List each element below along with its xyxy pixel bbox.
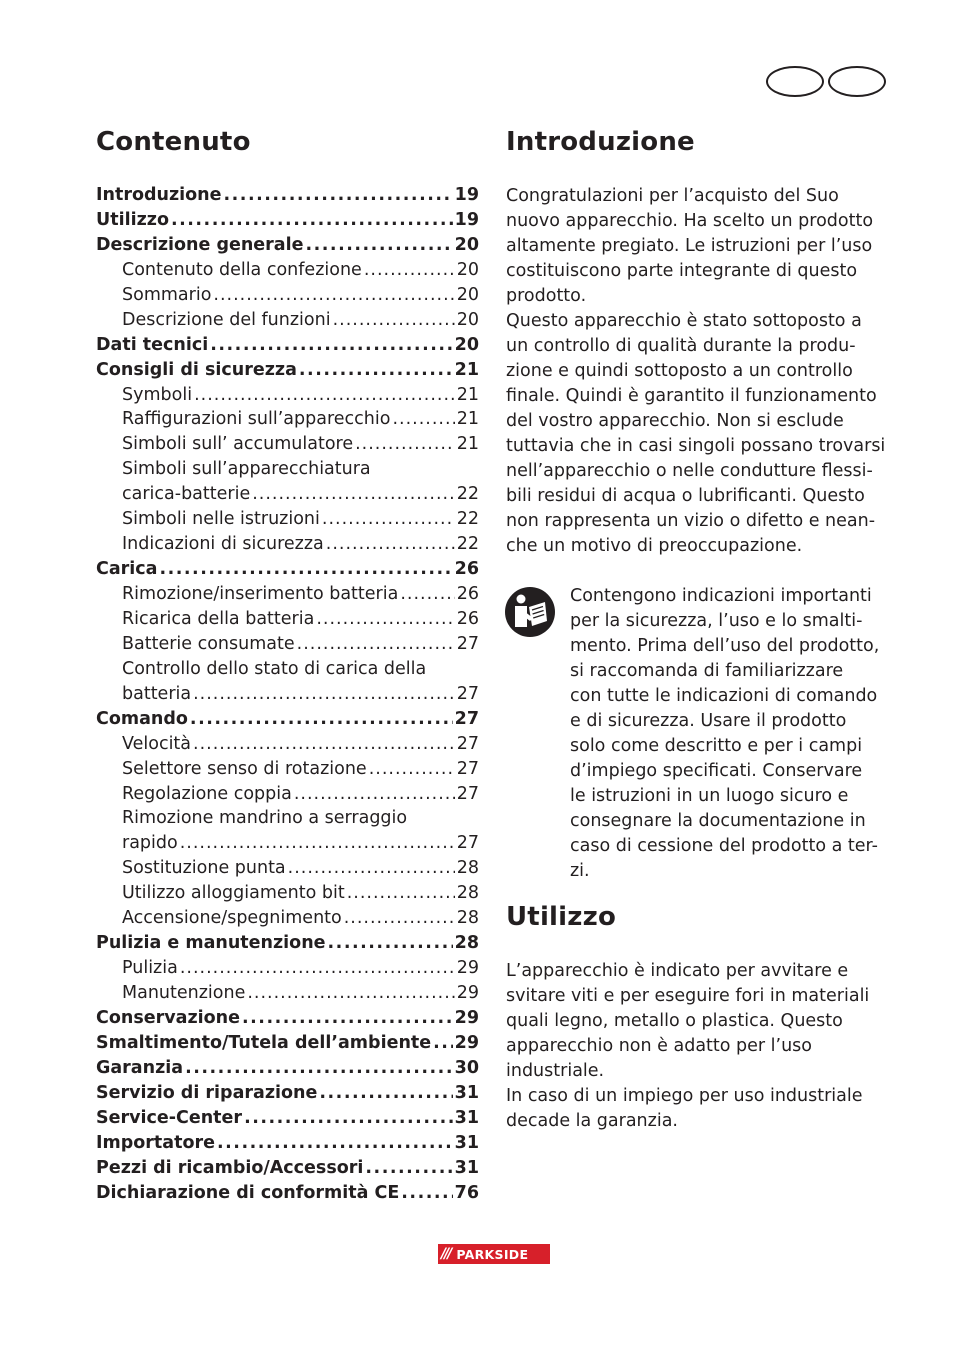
toc-entry-label: Comando [96,708,188,729]
toc-entry-sub [96,532,479,557]
usage-paragraph: L’apparecchio è indicato per avvitare e svitare viti e per eseguire fori in materiali quali legno, metallo o plastica. Questo apparecchio non è adatto per l’uso industriale. In caso di un impiego per uso industriale decade la garanzia. [506,961,870,1131]
toc-entry-label: rapido [122,833,178,854]
toc-entry-main [96,1081,479,1106]
toc-entry-main [96,707,479,732]
toc-entry-page: 27 [454,708,479,729]
toc-leader-dots [401,1181,452,1206]
toc-entry-page: 29 [454,1032,479,1053]
toc-leader-dots [185,1056,453,1081]
toc-leader-dots [159,557,452,582]
toc-leader-dots [193,732,455,757]
toc-entry-sub [96,308,479,333]
toc-entry-main [96,208,479,233]
toc-leader-dots [288,856,455,881]
toc-leader-dots [247,981,454,1006]
toc-leader-dots [299,358,453,383]
toc-entry-label: Pulizia [122,958,178,979]
toc-entry-sub [96,981,479,1006]
toc-leader-dots [316,607,454,632]
toc-entry-main [96,1181,479,1206]
toc-leader-dots [213,283,454,308]
toc-entry-page: 26 [456,584,479,604]
toc-entry-page: 22 [456,509,479,530]
language-oval-left [766,66,824,97]
table-of-contents [96,183,479,1205]
toc-entry-sub [96,757,479,782]
toc-leader-dots [297,632,455,657]
toc-entry-label: Smaltimento/Tutela dell’ambiente [96,1032,432,1053]
safety-note: Contengono indicazioni importanti per la sicurezza, l’uso e lo smalti- mento. Prima dell’uso del prodotto, si raccomanda di familiarizzare con tutte le indicazioni di comando e di sicurezza. Usare il prodotto solo come descritto e per i campi d’impiego specificati. Conservare le istruzioni in un luogo sicuro e consegnare la documentazione in caso di cessione del prodotto a ter- zi. [570,586,880,881]
toc-leader-dots [322,507,455,532]
toc-leader-dots [180,956,455,981]
language-oval-right [828,66,886,97]
toc-entry-sub [96,507,479,532]
toc-entry-label: Carica [96,559,158,580]
toc-entry-page: 31 [454,1107,479,1128]
toc-entry-page: 19 [454,209,479,230]
toc-leader-dots [328,931,453,956]
toc-leader-dots [392,407,454,432]
toc-leader-dots [193,682,455,707]
toc-leader-dots [319,1081,452,1106]
toc-entry-page: 21 [456,434,479,455]
language-tab [766,66,890,100]
toc-entry-main [96,557,479,582]
toc-entry-sub [96,782,479,807]
toc-entry-page: 27 [456,783,479,804]
toc-entry-label: Controllo dello stato di carica della [122,658,427,679]
toc-entry-sub [96,632,479,657]
toc-leader-dots [190,707,453,732]
toc-entry-page: 27 [456,833,479,854]
toc-leader-dots [333,308,455,333]
toc-entry-page: 31 [454,1157,479,1178]
toc-entry-sub [96,432,479,457]
toc-entry-main [96,183,479,208]
toc-leader-dots [344,906,455,931]
toc-entry-label: Introduzione [96,185,222,205]
toc-leader-dots [252,482,455,507]
toc-leader-dots [355,432,455,457]
toc-leader-dots [171,208,453,233]
toc-entry-page: 19 [454,185,479,205]
toc-leader-dots [217,1131,453,1156]
toc-entry-label: Dichiarazione di conformità CE [96,1182,400,1203]
toc-entry-sub [96,856,479,881]
toc-entry-sub [96,482,479,507]
toc-entry-label: Pulizia e manutenzione [96,933,326,954]
toc-entry-main [96,1056,479,1081]
toc-entry-label: Contenuto della confezione [122,259,362,280]
toc-entry-label: Importatore [96,1132,215,1153]
toc-entry-label: Indicazioni di sicurezza [122,534,324,555]
logo-brand-text: PARKSIDE [456,1246,529,1262]
toc-entry-page: 21 [454,359,479,380]
parkside-logo [438,1244,550,1264]
toc-entry-main [96,1006,479,1031]
toc-entry-label: Consigli di sicurezza [96,359,297,380]
toc-entry-page: 20 [456,309,479,330]
toc-entry-label: Utilizzo [96,209,169,230]
toc-entry-sub [96,407,479,432]
toc-entry-main [96,358,479,383]
toc-entry-page: 29 [456,983,479,1003]
toc-entry-page: 29 [454,1007,479,1028]
toc-entry-label: carica-batterie [122,484,251,505]
toc-entry-sub [96,283,479,308]
toc-entry-page: 31 [454,1082,479,1103]
toc-entry-page: 28 [456,858,479,879]
toc-entry-sub [96,258,479,283]
toc-leader-dots [369,757,455,782]
toc-leader-dots [347,881,455,906]
toc-entry-page: 28 [456,908,479,929]
toc-leader-dots [400,582,454,607]
toc-leader-dots [305,233,452,258]
toc-entry-label: Ricarica della batteria [122,608,315,629]
toc-entry-label: Simboli sull’ accumulatore [122,434,354,455]
toc-entry-sub [96,956,479,981]
toc-leader-dots [194,383,455,408]
toc-entry-page: 21 [456,384,479,405]
toc-entry-label: Garanzia [96,1057,184,1078]
usage-title: Utilizzo [506,902,617,932]
toc-entry-page: 22 [456,534,479,555]
toc-entry-label: Velocità [122,733,192,754]
toc-entry-label: Sommario [122,284,212,305]
toc-entry-page: 20 [456,284,479,305]
toc-entry-label: Batterie consumate [122,633,295,654]
toc-entry-main [96,1156,479,1181]
toc-entry-label: Utilizzo alloggiamento bit [122,883,345,904]
toc-entry-page: 20 [454,234,479,255]
toc-entry-label: Manutenzione [122,983,246,1003]
toc-leader-dots [210,333,452,358]
toc-entry-label: Service-Center [96,1107,243,1128]
toc-leader-dots [294,782,455,807]
toc-entry-label: batteria [122,683,192,704]
toc-entry-page: 27 [456,733,479,754]
toc-entry-sub [96,582,479,607]
toc-entry-label: Descrizione generale [96,234,304,255]
toc-entry-page: 76 [454,1182,479,1203]
toc-entry-sub [96,881,479,906]
toc-entry-sub [96,682,479,707]
toc-entry-label: Simboli nelle istruzioni [122,509,320,530]
toc-entry-page: 20 [456,259,479,280]
toc-entry-label: Rimozione mandrino a serraggio [122,808,408,829]
toc-leader-dots [224,183,453,208]
toc-entry-sub [96,732,479,757]
toc-entry-label: Servizio di riparazione [96,1082,318,1103]
toc-entry-page: 29 [456,958,479,979]
toc-leader-dots [242,1006,453,1031]
toc-entry-page: 28 [454,933,479,954]
toc-entry-label: Pezzi di ricambio/Accessori [96,1157,364,1178]
toc-entry-main [96,1031,479,1056]
toc-entry-label: Accensione/spegnimento [122,908,342,929]
toc-entry-sub [96,806,479,831]
toc-leader-dots [433,1031,453,1056]
toc-entry-page: 20 [454,334,479,355]
toc-entry-main [96,233,479,258]
toc-entry-label: Rimozione/inserimento batteria [122,584,399,604]
logo-stripes: /// [441,1246,451,1262]
toc-entry-label: Selettore senso di rotazione [122,758,367,779]
toc-entry-main [96,1131,479,1156]
toc-entry-page: 28 [456,883,479,904]
toc-entry-page: 31 [454,1132,479,1153]
toc-entry-label: Simboli sull’apparecchiatura [122,459,371,480]
toc-entry-page: 22 [456,484,479,505]
toc-entry-page: 27 [456,633,479,654]
toc-title: Contenuto [96,127,251,157]
read-manual-icon [505,587,555,637]
toc-entry-page: 27 [456,683,479,704]
intro-title: Introduzione [506,127,695,157]
toc-entry-label: Symboli [122,384,193,405]
toc-entry-page: 26 [456,608,479,629]
toc-leader-dots [244,1106,453,1131]
toc-entry-page: 27 [456,758,479,779]
intro-paragraph: Congratulazioni per l’acquisto del Suo nuovo apparecchio. Ha scelto un prodotto altamente pregiato. Le istruzioni per l’uso costituiscono parte integrante di questo prodotto. Questo apparecchio è stato sottoposto a un controllo di qualità durante la produ- zione e quindi sottoposto a un controllo finale. Quindi è garantito il funzionamento del vostro apparecchio. Non si esclude tuttavia che in casi singoli possano trovarsi nell’apparecchio o nelle condutture flessi- bili residui di acqua o lubrificanti. Questo non rappresenta un vizio o difetto e nean- che un motivo di preoccupazione. [506,186,886,556]
toc-entry-page: 30 [454,1057,479,1078]
toc-entry-label: Sostituzione punta [122,858,286,879]
toc-entry-main [96,1106,479,1131]
toc-entry-sub [96,383,479,408]
toc-entry-sub [96,607,479,632]
toc-leader-dots [364,258,455,283]
toc-entry-sub [96,657,479,682]
toc-entry-main [96,333,479,358]
toc-leader-dots [365,1156,452,1181]
toc-entry-page: 21 [456,409,479,430]
toc-leader-dots [326,532,455,557]
toc-entry-sub [96,457,479,482]
toc-entry-label: Raffigurazioni sull’apparecchio [122,409,391,430]
toc-entry-main [96,931,479,956]
toc-entry-sub [96,831,479,856]
toc-entry-page: 26 [454,559,479,580]
toc-entry-label: Regolazione coppia [122,783,292,804]
toc-entry-label: Descrizione del funzioni [122,309,331,330]
toc-entry-label: Dati tecnici [96,334,209,355]
toc-entry-label: Conservazione [96,1007,240,1028]
toc-entry-sub [96,906,479,931]
toc-leader-dots [180,831,455,856]
